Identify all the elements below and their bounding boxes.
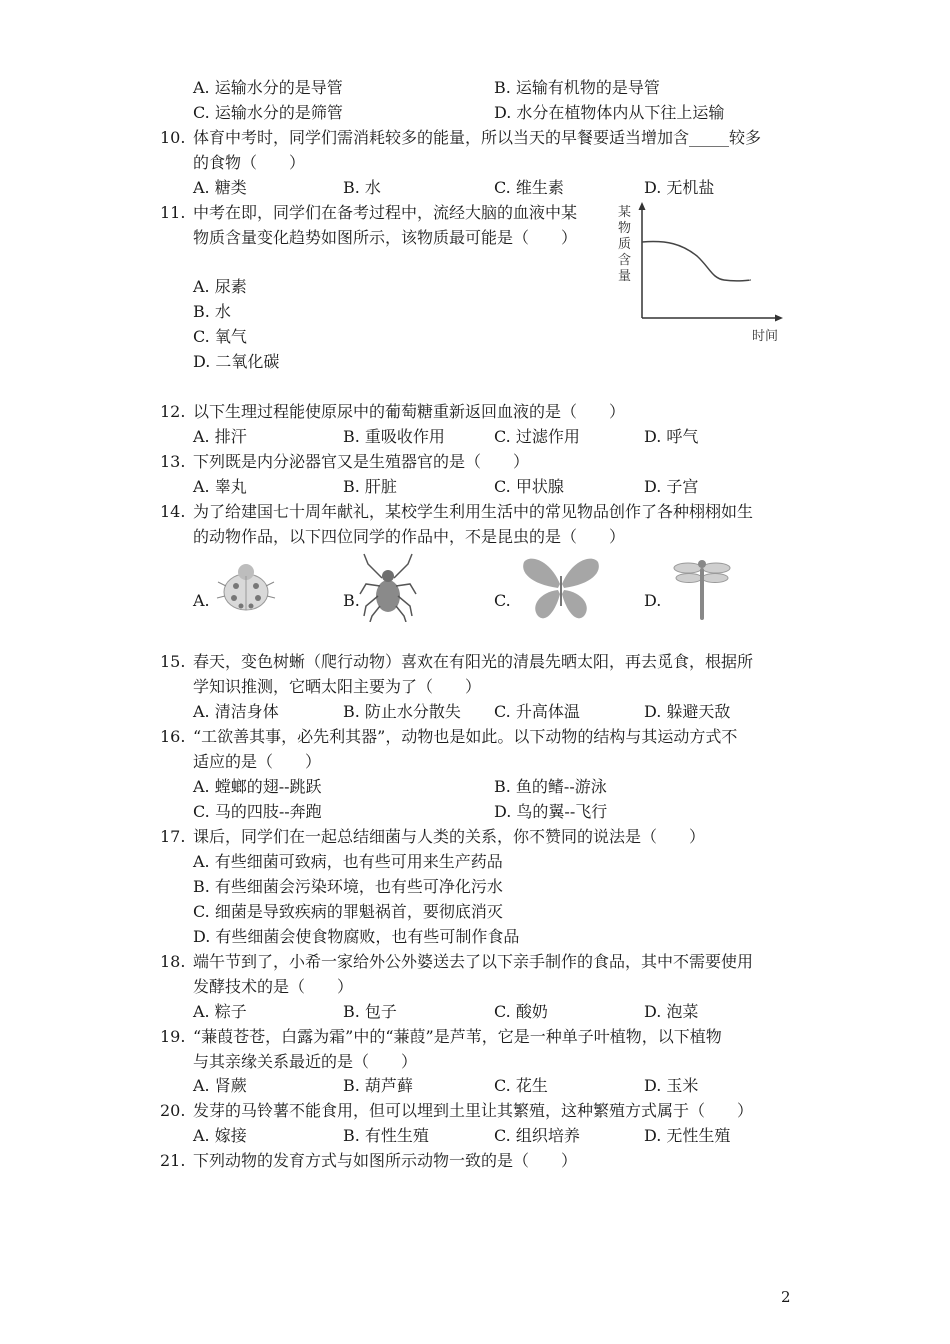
q10-text-line2: 的食物（ ）: [193, 153, 306, 172]
q20-option-d: D. 无性生殖: [644, 1126, 731, 1145]
q11-text-line1: 中考在即，同学们在备考过程中，流经大脑的血液中某: [193, 203, 578, 222]
q19-option-a: A. 肾蕨: [193, 1076, 247, 1095]
ladybug-image: [214, 556, 278, 620]
dragonfly-image: [672, 556, 732, 624]
graph-x-arrow: [775, 315, 783, 322]
graph-ylabel-char: 含: [618, 253, 632, 268]
q10-text-line1: 体育中考时，同学们需消耗较多的能量，所以当天的早餐要适当增加含_____较多: [193, 128, 762, 147]
q14-text-line1: 为了给建国七十周年献礼，某校学生利用生活中的常见物品创作了各种栩栩如生: [193, 502, 754, 521]
q20-option-a: A. 嫁接: [193, 1126, 247, 1145]
q19-option-c: C. 花生: [494, 1076, 548, 1095]
q18-option-a: A. 粽子: [193, 1002, 247, 1021]
q13-option-d: D. 子宫: [644, 477, 699, 496]
q11-number: 11.: [160, 203, 186, 222]
q20-option-b: B. 有性生殖: [343, 1126, 429, 1145]
q10-option-b: B. 水: [343, 178, 381, 197]
q14-option-b: B.: [343, 591, 360, 610]
q15-option-c: C. 升高体温: [494, 702, 580, 721]
q13-option-b: B. 肝脏: [343, 477, 397, 496]
q11-text-line2: 物质含量变化趋势如图所示，该物质最可能是（ ）: [193, 228, 578, 247]
q10-option-d: D. 无机盐: [644, 178, 715, 197]
q9-option-c: C. 运输水分的是筛管: [193, 103, 343, 122]
q12-option-c: C. 过滤作用: [494, 427, 580, 446]
q20-option-c: C. 组织培养: [494, 1126, 580, 1145]
q16-text-line2: 适应的是（ ）: [193, 752, 322, 771]
q19-number: 19.: [160, 1027, 186, 1046]
graph-y-arrow: [639, 202, 646, 210]
q9-option-a: A. 运输水分的是导管: [193, 78, 343, 97]
q13-number: 13.: [160, 452, 186, 471]
q10-option-a: A. 糖类: [193, 178, 247, 197]
q11-option-a: A. 尿素: [193, 277, 247, 296]
q12-number: 12.: [160, 402, 186, 421]
q16-text-line1: “工欲善其事，必先利其器”，动物也是如此。以下动物的结构与其运动方式不: [193, 727, 738, 746]
q16-option-a: A. 螳螂的翅--跳跃: [193, 777, 322, 796]
q10-option-c: C. 维生素: [494, 178, 564, 197]
q15-option-d: D. 躲避天敌: [644, 702, 731, 721]
q14-number: 14.: [160, 502, 186, 521]
q11-option-b: B. 水: [193, 302, 231, 321]
q21-number: 21.: [160, 1151, 186, 1170]
q16-number: 16.: [160, 727, 186, 746]
q18-text-line1: 端午节到了，小希一家给外公外婆送去了以下亲手制作的食品，其中不需要使用: [193, 952, 754, 971]
q15-number: 15.: [160, 652, 186, 671]
q13-text-line1: 下列既是内分泌器官又是生殖器官的是（ ）: [193, 452, 530, 471]
q18-option-d: D. 泡菜: [644, 1002, 699, 1021]
spider-image: [358, 550, 418, 622]
q19-option-b: B. 葫芦藓: [343, 1076, 413, 1095]
q16-option-d: D. 鸟的翼--飞行: [494, 802, 608, 821]
graph-ylabel-char: 质: [618, 237, 632, 252]
q14-option-d: D.: [644, 591, 662, 610]
q18-text-line2: 发酵技术的是（ ）: [193, 977, 354, 996]
q19-text-line2: 与其亲缘关系最近的是（ ）: [193, 1052, 418, 1071]
q12-text-line1: 以下生理过程能使原尿中的葡萄糖重新返回血液的是（ ）: [193, 402, 626, 421]
q16-option-c: C. 马的四肢--奔跑: [193, 802, 322, 821]
q12-option-b: B. 重吸收作用: [343, 427, 445, 446]
q11-option-d: D. 二氧化碳: [193, 352, 280, 371]
q9-option-d: D. 水分在植物体内从下往上运输: [494, 103, 725, 122]
graph-ylabel: [618, 205, 631, 284]
q20-number: 20.: [160, 1101, 186, 1120]
q18-number: 18.: [160, 952, 186, 971]
q17-text-line1: 课后，同学们在一起总结细菌与人类的关系，你不赞同的说法是（ ）: [193, 827, 706, 846]
q12-option-a: A. 排汗: [193, 427, 247, 446]
graph-xlabel: 时间: [752, 329, 779, 344]
q11-content-graph: [612, 200, 788, 350]
q10-number: 10.: [160, 128, 186, 147]
q17-option-c: C. 细菌是导致疾病的罪魁祸首，要彻底消灭: [193, 902, 503, 921]
q18-option-b: B. 包子: [343, 1002, 397, 1021]
q11-option-c: C. 氧气: [193, 327, 247, 346]
q19-option-d: D. 玉米: [644, 1076, 699, 1095]
q19-text-line1: “蒹葭苍苍，白露为霜”中的“蒹葭”是芦苇，它是一种单子叶植物，以下植物: [193, 1027, 722, 1046]
q20-text-line1: 发芽的马铃薯不能食用，但可以埋到土里让其繁殖，这种繁殖方式属于（ ）: [193, 1101, 754, 1120]
q13-option-c: C. 甲状腺: [494, 477, 564, 496]
q17-option-d: D. 有些细菌会使食物腐败，也有些可制作食品: [193, 927, 520, 946]
page-number: 2: [781, 1288, 791, 1306]
q14-text-line2: 的动物作品，以下四位同学的作品中，不是昆虫的是（ ）: [193, 527, 626, 546]
q21-text-line1: 下列动物的发育方式与如图所示动物一致的是（ ）: [193, 1151, 578, 1170]
q18-option-c: C. 酸奶: [494, 1002, 548, 1021]
graph-curve: [642, 242, 750, 281]
graph-ylabel-char: 量: [618, 269, 632, 284]
q15-option-a: A. 清洁身体: [193, 702, 279, 721]
q9-option-b: B. 运输有机物的是导管: [494, 78, 660, 97]
butterfly-image: [520, 554, 602, 624]
graph-ylabel-char: 物: [618, 221, 632, 236]
q14-option-c: C.: [494, 591, 511, 610]
q16-option-b: B. 鱼的鳍--游泳: [494, 777, 607, 796]
q12-option-d: D. 呼气: [644, 427, 699, 446]
q15-text-line1: 春天，变色树蜥（爬行动物）喜欢在有阳光的清晨先晒太阳，再去觅食，根据所: [193, 652, 754, 671]
q15-text-line2: 学知识推测，它晒太阳主要为了（ ）: [193, 677, 482, 696]
q13-option-a: A. 睾丸: [193, 477, 247, 496]
q17-option-a: A. 有些细菌可致病，也有些可用来生产药品: [193, 852, 503, 871]
q17-option-b: B. 有些细菌会污染环境，也有些可净化污水: [193, 877, 503, 896]
q17-number: 17.: [160, 827, 186, 846]
q15-option-b: B. 防止水分散失: [343, 702, 461, 721]
q14-option-a: A.: [193, 591, 210, 610]
graph-ylabel-char: 某: [618, 205, 632, 220]
